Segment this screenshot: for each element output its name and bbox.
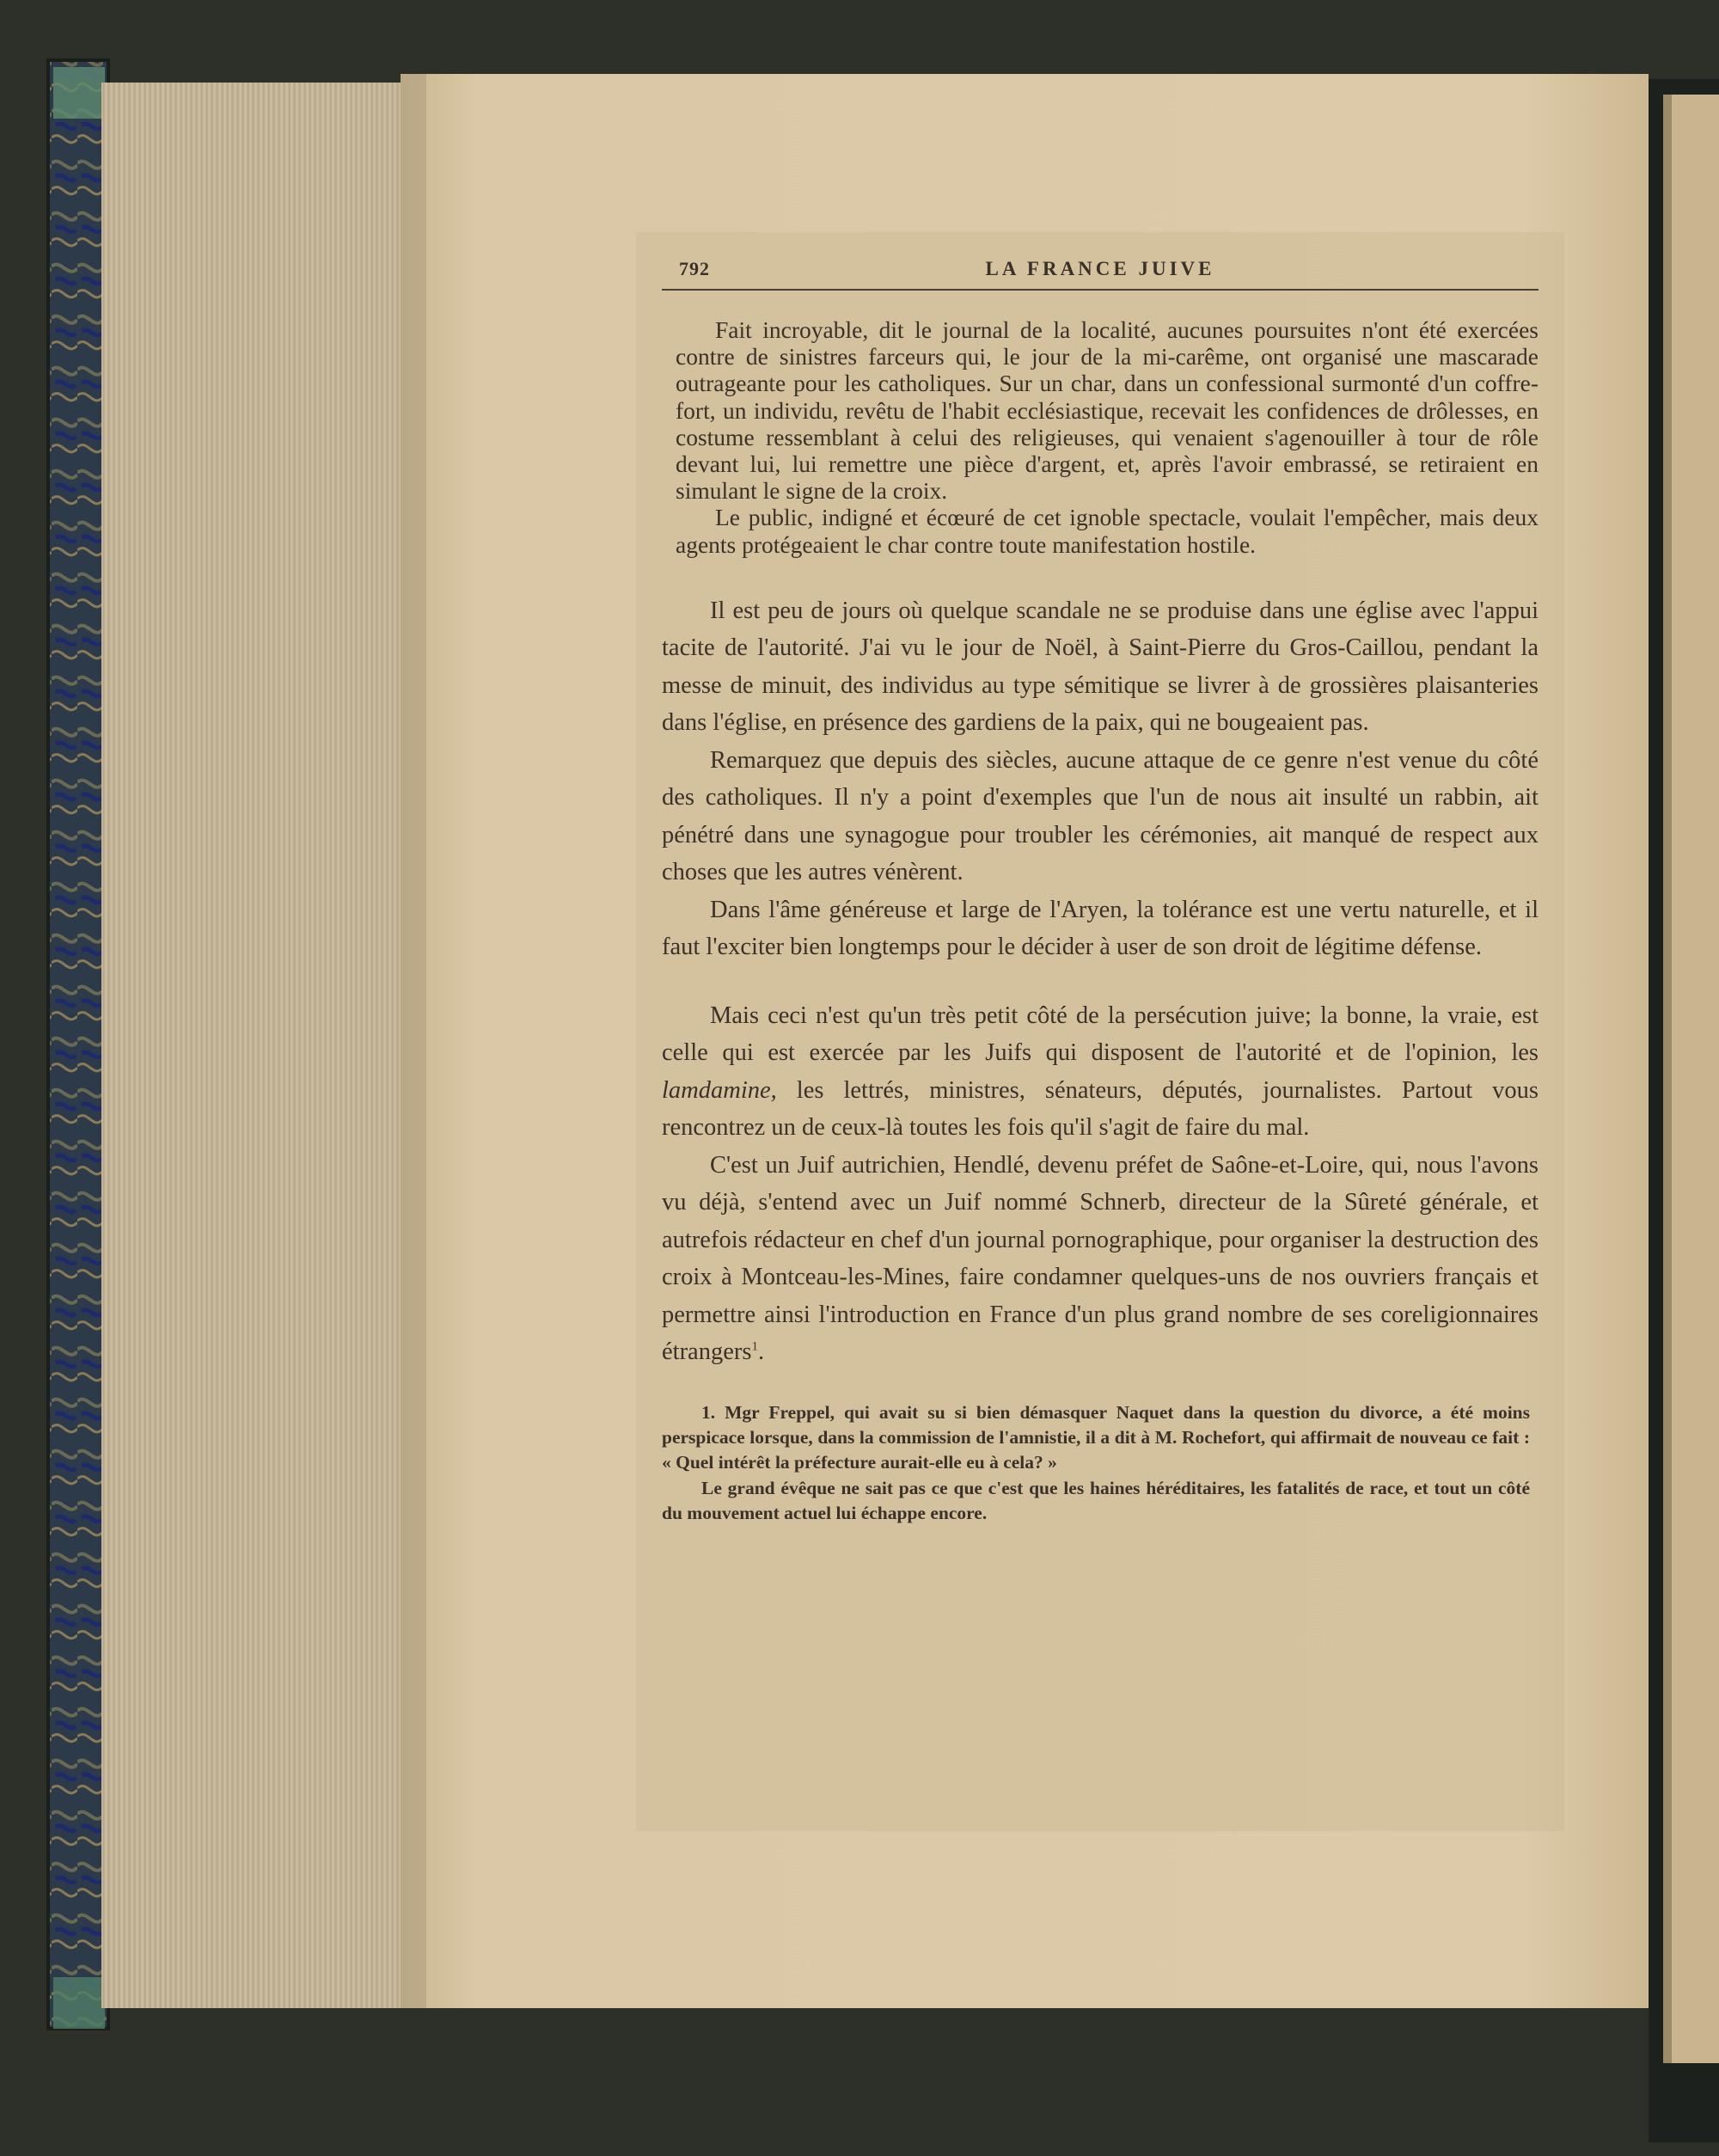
body-section-2 xyxy=(662,997,1539,1371)
page-stack xyxy=(101,83,411,2008)
running-title: LA FRANCE JUIVE xyxy=(985,258,1215,279)
body-paragraph: Mais ceci n'est qu'un très petit côté de la persécution juive; la bonne, la vraie, est celle qui est exercée par les Juifs qui disposent de l'autorité et de l'opinion, les lamdamine, les lettrés, ministres, sénateurs, députés, journalistes. Partout vous rencontrez un de ceux-là toutes les fois qu'il s'agit de faire du mal. xyxy=(662,1001,1539,1142)
body-paragraph: Il est peu de jours où quelque scandale ne se produise dans une église avec l'appui tacite de l'autorité. J'ai vu le jour de Noël, à Saint-Pierre du Gros-Caillou, pendant la messe de minuit, des individus au type sémitique se livrer à de grossières plaisanteries dans l'église, en présence des gardiens de la paix, qui ne bougeaient pas. xyxy=(662,597,1539,737)
footnote-marker: 1 xyxy=(751,1339,758,1354)
page-number: 792 xyxy=(679,258,710,279)
quote-paragraph-2: Le public, indigné et écœuré de cet ignoble spectacle, voulait l'empêcher, mais deux agents protégeaient le char contre toute manifestation hostile. xyxy=(676,504,1539,558)
quoted-passage xyxy=(662,316,1539,558)
footnote-1-continued: Le grand évêque ne sait pas ce que c'est que les haines héréditaires, les fatalités de race, et tout un côté du mouvement actuel lui échappe encore. xyxy=(662,1477,1530,1524)
body-paragraph: Dans l'âme généreuse et large de l'Aryen, la tolérance est une vertu naturelle, et il faut l'exciter bien longtemps pour le décider à user de son droit de légitime défense. xyxy=(662,896,1539,961)
running-head xyxy=(662,241,1539,291)
body-section-1 xyxy=(662,592,1539,966)
italic-term: lamdamine, xyxy=(662,1076,777,1104)
body-paragraph: C'est un Juif autrichien, Hendlé, devenu préfet de Saône-et-Loire, qui, nous l'avons vu déjà, s'entend avec un Juif nommé Schnerb, directeur de la Sûreté générale, et autrefois rédacteur en chef d'un journal pornographique, pour organiser la destruction des croix à Montceau-les-Mines, faire condamner quelques-uns de nos ouvriers français et permettre ainsi l'introduction en France d'un plus grand nombre de ses coreligionnaires étrangers$^1$. xyxy=(662,1151,1539,1366)
footnotes xyxy=(662,1400,1539,1526)
headband xyxy=(53,67,105,119)
footnote-1: 1. Mgr Freppel, qui avait su si bien démasquer Naquet dans la question du divorce, a été moins perspicace lorsque, dans la commission de l'amnistie, il a dit à M. Rochefort, qui affirmait de nouveau ce fait : « Quel intérêt la préfecture aurait-elle eu à cela? » xyxy=(662,1401,1530,1473)
page-text-block xyxy=(662,241,1539,1788)
body-paragraph: Remarquez que depuis des siècles, aucune attaque de ce genre n'est venue du côté des catholiques. Il n'y a point d'exemples que l'un de nous ait insulté un rabbin, ait pénétré dans une synagogue pour troubler les cérémonies, ait manqué de respect aux choses que les autres vénèrent. xyxy=(662,746,1539,886)
quote-paragraph-1: Fait incroyable, dit le journal de la localité, aucunes poursuites n'ont été exercées contre de sinistres farceurs qui, le jour de la mi-carême, ont organisé une mascarade outrageante pour les catholiques. Sur un char, dans un confessional surmonté d'un coffre-fort, un individu, revêtu de l'habit ecclésiastique, recevait les confidences de drôlesses, en costume ressemblant à celui des religieuses, qui venaient s'agenouiller à tour de rôle devant lui, lui remettre une pièce d'argent, et, après l'avoir embrassé, se retiraient en simulant le signe de la croix. xyxy=(676,316,1539,505)
marbled-cover xyxy=(48,60,108,2029)
